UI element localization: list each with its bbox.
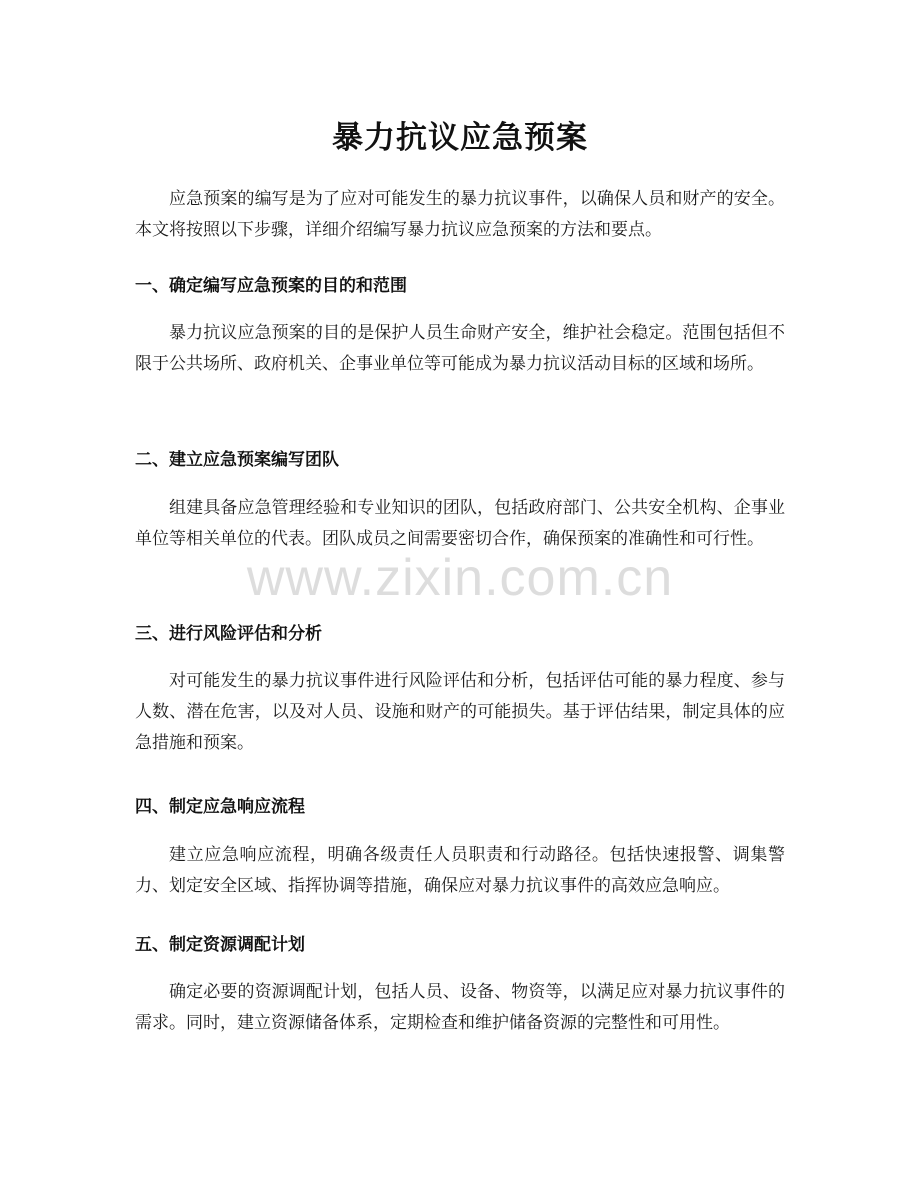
section-body-4: 建立应急响应流程，明确各级责任人员职责和行动路径。包括快速报警、调集警力、划定安全区域、指挥协调等措施，确保应对暴力抗议事件的高效应急响应。 xyxy=(135,845,785,896)
section-heading-4: 四、制定应急响应流程 xyxy=(135,797,305,817)
section-heading-2: 二、建立应急预案编写团队 xyxy=(135,450,339,470)
intro-paragraph: 应急预案的编写是为了应对可能发生的暴力抗议事件，以确保人员和财产的安全。本文将按照以下步骤，详细介绍编写暴力抗议应急预案的方法和要点。 xyxy=(135,189,785,240)
section-heading-3: 三、进行风险评估和分析 xyxy=(135,624,322,644)
section-body-2: 组建具备应急管理经验和专业知识的团队，包括政府部门、公共安全机构、企事业单位等相关单位的代表。团队成员之间需要密切合作，确保预案的准确性和可行性。 xyxy=(135,498,785,549)
page-title: 暴力抗议应急预案 xyxy=(332,120,588,156)
section-heading-5: 五、制定资源调配计划 xyxy=(135,935,305,955)
watermark: www.zixin.com.cn xyxy=(246,549,674,607)
section-heading-1: 一、确定编写应急预案的目的和范围 xyxy=(135,276,407,296)
section-body-5: 确定必要的资源调配计划，包括人员、设备、物资等，以满足应对暴力抗议事件的需求。同时，建立资源储备体系，定期检查和维护储备资源的完整性和可用性。 xyxy=(135,982,785,1033)
section-body-1: 暴力抗议应急预案的目的是保护人员生命财产安全，维护社会稳定。范围包括但不限于公共场所、政府机关、企事业单位等可能成为暴力抗议活动目标的区域和场所。 xyxy=(135,323,785,374)
section-body-3: 对可能发生的暴力抗议事件进行风险评估和分析，包括评估可能的暴力程度、参与人数、潜在危害，以及对人员、设施和财产的可能损失。基于评估结果，制定具体的应急措施和预案。 xyxy=(135,671,785,753)
